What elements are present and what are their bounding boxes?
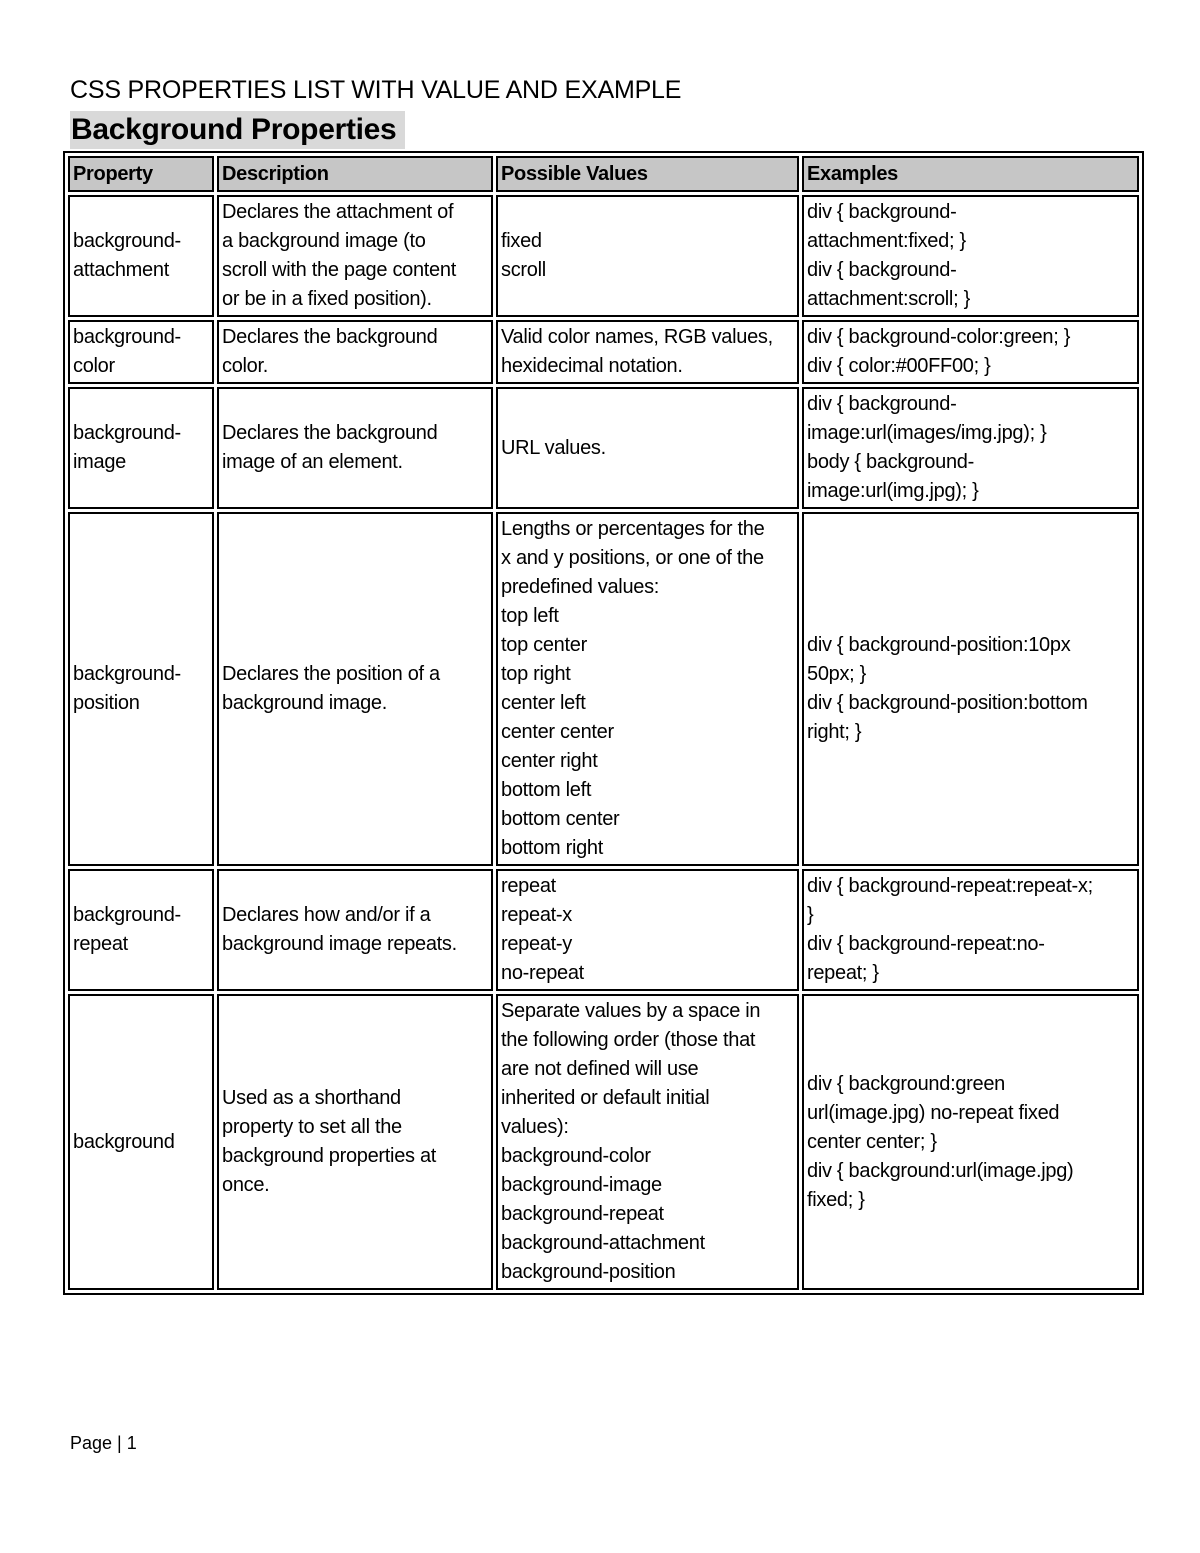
cell-property-line: image bbox=[73, 451, 126, 473]
table-row bbox=[68, 320, 1139, 384]
cell-possible-values bbox=[496, 512, 799, 866]
cell-possible-values-line: hexidecimal notation. bbox=[501, 355, 683, 377]
cell-possible-values-line: predefined values: bbox=[501, 576, 660, 598]
cell-examples-line: div { color:#00FF00; } bbox=[807, 355, 991, 377]
cell-possible-values-line: scroll bbox=[501, 259, 546, 281]
cell-description-line: color. bbox=[222, 355, 269, 377]
table-row bbox=[68, 387, 1139, 509]
cell-possible-values-line: Lengths or percentages for the bbox=[501, 518, 765, 540]
cell-description-line: image of an element. bbox=[222, 451, 403, 473]
cell-examples-line: image:url(img.jpg); } bbox=[807, 480, 979, 502]
cell-property bbox=[68, 387, 214, 509]
cell-description bbox=[217, 994, 493, 1290]
cell-description-line: once. bbox=[222, 1174, 270, 1196]
cell-description-line: Declares the position of a bbox=[222, 663, 440, 685]
cell-property bbox=[68, 994, 214, 1290]
cell-examples-line: right; } bbox=[807, 721, 862, 743]
table-body bbox=[68, 195, 1139, 1290]
cell-property-line: color bbox=[73, 355, 115, 377]
cell-examples-line: fixed; } bbox=[807, 1188, 865, 1211]
cell-examples-line: div { background-color:green; } bbox=[807, 326, 1071, 348]
cell-possible-values-line: fixed bbox=[501, 230, 542, 252]
cell-description bbox=[217, 320, 493, 384]
cell-possible-values-line: bottom left bbox=[501, 779, 592, 801]
cell-examples-line: div { background-position:10px bbox=[807, 634, 1071, 656]
cell-examples-line: repeat; } bbox=[807, 962, 879, 984]
cell-possible-values-line: center right bbox=[501, 750, 598, 772]
cell-examples-line: div { background-position:bottom bbox=[807, 692, 1088, 714]
cell-property-line: background- bbox=[73, 904, 181, 926]
cell-possible-values bbox=[496, 320, 799, 384]
cell-possible-values-line: Separate values by a space in bbox=[501, 1000, 761, 1022]
cell-property-line: background- bbox=[73, 663, 181, 685]
cell-examples bbox=[802, 512, 1139, 866]
cell-examples bbox=[802, 195, 1139, 317]
cell-property bbox=[68, 869, 214, 991]
cell-property-line: background- bbox=[73, 326, 181, 348]
cell-possible-values bbox=[496, 994, 799, 1290]
cell-examples-line: div { background- bbox=[807, 393, 957, 415]
cell-property-line: repeat bbox=[73, 933, 128, 955]
cell-examples-line: image:url(images/img.jpg); } bbox=[807, 422, 1047, 444]
cell-description-line: property to set all the bbox=[222, 1116, 402, 1138]
cell-description-line: Declares the background bbox=[222, 326, 438, 348]
cell-examples-line: attachment:scroll; } bbox=[807, 288, 970, 310]
cell-description-line: Declares the attachment of bbox=[222, 201, 454, 223]
cell-property bbox=[68, 320, 214, 384]
cell-description bbox=[217, 869, 493, 991]
cell-description bbox=[217, 387, 493, 509]
table-row bbox=[68, 869, 1139, 991]
cell-possible-values-line: repeat bbox=[501, 875, 556, 897]
table-header-row bbox=[68, 156, 1139, 192]
cell-possible-values-line: repeat-y bbox=[501, 933, 572, 955]
properties-table bbox=[63, 151, 1144, 1295]
cell-examples-line: body { background- bbox=[807, 451, 974, 473]
cell-examples-line: url(image.jpg) no-repeat fixed bbox=[807, 1101, 1060, 1124]
cell-possible-values-line: center center bbox=[501, 721, 614, 743]
cell-property-line: attachment bbox=[73, 259, 169, 281]
cell-examples-line: 50px; } bbox=[807, 663, 867, 685]
cell-description-line: background image. bbox=[222, 692, 388, 714]
cell-examples bbox=[802, 869, 1139, 991]
cell-description-line: Declares the background bbox=[222, 422, 438, 444]
cell-possible-values-line: no-repeat bbox=[501, 962, 584, 984]
cell-property-line: background- bbox=[73, 230, 181, 252]
document-title: CSS PROPERTIES LIST WITH VALUE AND EXAMPLE bbox=[70, 76, 682, 104]
cell-property bbox=[68, 512, 214, 866]
cell-examples-line: div { background- bbox=[807, 201, 957, 223]
cell-possible-values-line: top right bbox=[501, 663, 571, 685]
cell-description-line: scroll with the page content bbox=[222, 259, 456, 281]
cell-possible-values-line: background-repeat bbox=[501, 1203, 664, 1225]
cell-possible-values-line: bottom right bbox=[501, 837, 604, 859]
header-description: Description bbox=[217, 156, 493, 192]
cell-description bbox=[217, 195, 493, 317]
cell-examples bbox=[802, 387, 1139, 509]
cell-property bbox=[68, 195, 214, 317]
cell-description-line: a background image (to bbox=[222, 230, 426, 252]
cell-possible-values-line: top left bbox=[501, 605, 559, 627]
cell-possible-values-line: background-position bbox=[501, 1261, 676, 1283]
properties-table-container bbox=[63, 151, 1137, 1295]
page-number: Page | 1 bbox=[70, 1433, 137, 1453]
cell-description-line: Declares how and/or if a bbox=[222, 904, 431, 926]
cell-possible-values-line: Valid color names, RGB values, bbox=[501, 326, 773, 348]
cell-possible-values-line: x and y positions, or one of the bbox=[501, 547, 764, 569]
cell-examples-line: div { background:green bbox=[807, 1072, 1005, 1095]
cell-examples-line: center center; } bbox=[807, 1130, 937, 1153]
table-row bbox=[68, 512, 1139, 866]
cell-possible-values-line: background-image bbox=[501, 1174, 662, 1196]
cell-property-line: background bbox=[73, 1130, 175, 1153]
cell-examples bbox=[802, 994, 1139, 1290]
header-examples: Examples bbox=[802, 156, 1139, 192]
cell-description bbox=[217, 512, 493, 866]
cell-description-line: Used as a shorthand bbox=[222, 1087, 401, 1109]
header-possible-values: Possible Values bbox=[496, 156, 799, 192]
cell-possible-values-line: bottom center bbox=[501, 808, 620, 830]
cell-possible-values-line: center left bbox=[501, 692, 586, 714]
cell-examples bbox=[802, 320, 1139, 384]
cell-possible-values-line: values): bbox=[501, 1116, 569, 1138]
table-row bbox=[68, 195, 1139, 317]
cell-possible-values-line: repeat-x bbox=[501, 904, 572, 926]
cell-possible-values-line: top center bbox=[501, 634, 587, 656]
cell-possible-values bbox=[496, 387, 799, 509]
cell-examples-line: div { background:url(image.jpg) bbox=[807, 1159, 1074, 1182]
cell-possible-values-line: background-attachment bbox=[501, 1232, 705, 1254]
cell-examples-line: attachment:fixed; } bbox=[807, 230, 966, 252]
cell-description-line: background properties at bbox=[222, 1145, 437, 1167]
cell-possible-values-line: URL values. bbox=[501, 436, 606, 459]
cell-property-line: position bbox=[73, 692, 140, 714]
cell-property-line: background- bbox=[73, 422, 181, 444]
cell-description-line: background image repeats. bbox=[222, 933, 457, 955]
cell-description-line: or be in a fixed position). bbox=[222, 288, 432, 310]
cell-possible-values-line: inherited or default initial bbox=[501, 1087, 710, 1109]
table-row bbox=[68, 994, 1139, 1290]
cell-examples-line: } bbox=[807, 904, 814, 926]
cell-possible-values bbox=[496, 869, 799, 991]
cell-examples-line: div { background-repeat:repeat-x; bbox=[807, 875, 1093, 897]
section-heading: Background Properties bbox=[70, 111, 405, 149]
cell-examples-line: div { background- bbox=[807, 259, 957, 281]
cell-possible-values-line: the following order (those that bbox=[501, 1029, 756, 1051]
cell-possible-values-line: are not defined will use bbox=[501, 1058, 699, 1080]
cell-examples-line: div { background-repeat:no- bbox=[807, 933, 1045, 955]
cell-possible-values bbox=[496, 195, 799, 317]
header-property: Property bbox=[68, 156, 214, 192]
cell-possible-values-line: background-color bbox=[501, 1145, 651, 1167]
